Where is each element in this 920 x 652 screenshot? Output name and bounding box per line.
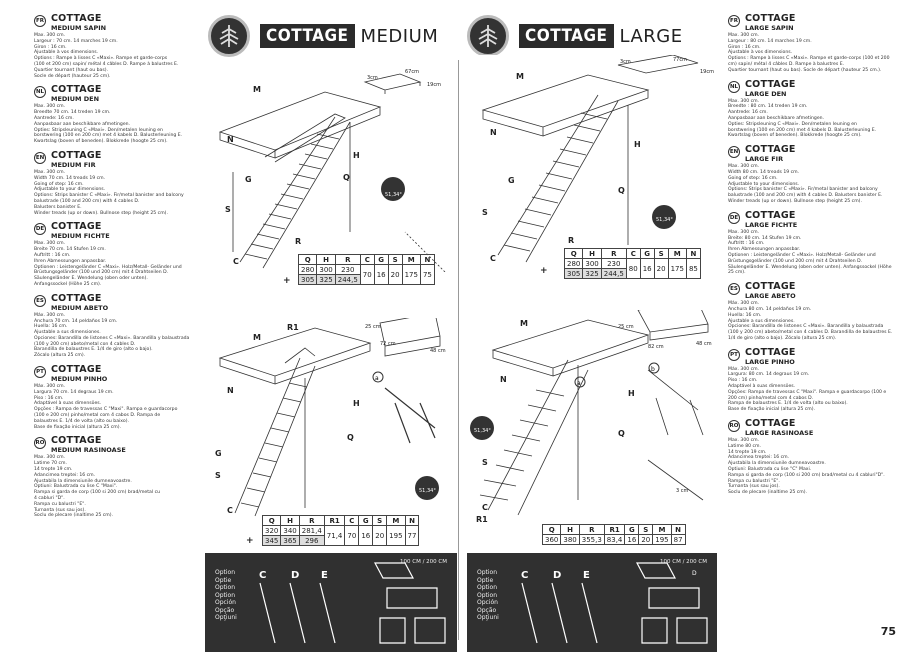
table-cell: 71,4	[324, 526, 345, 546]
language-block-de	[728, 211, 916, 276]
table-cell: 230	[601, 259, 626, 269]
language-heading	[34, 85, 222, 103]
option-label: Option	[215, 569, 236, 576]
table-header-cell: S	[654, 249, 668, 259]
table-cell: 244,5	[335, 275, 360, 285]
table-cell: 305	[299, 275, 317, 285]
dim-25cm: 25 cm	[618, 324, 634, 330]
table-header-cell: M	[402, 255, 420, 265]
table-header-cell: R	[601, 249, 626, 259]
plus-sign: +	[246, 536, 254, 546]
label-n: N	[227, 386, 234, 395]
label-g: G	[215, 449, 222, 458]
header-cottage-box: COTTAGE	[260, 24, 355, 48]
label-q: Q	[343, 173, 350, 182]
plus-sign: +	[540, 266, 548, 276]
page-number: 75	[880, 625, 896, 638]
language-title: COTTAGE	[51, 364, 102, 376]
dim-72cm: 72 cm	[380, 341, 396, 347]
language-code-badge: EN	[34, 152, 46, 164]
table-header-cell: R	[299, 516, 324, 526]
label-c: C	[233, 257, 239, 266]
plus-sign: +	[283, 276, 291, 286]
table-header-cell: C	[345, 516, 359, 526]
large-options-panel	[467, 553, 717, 652]
table-cell: 360	[543, 535, 561, 545]
language-subtitle: MEDIUM DEN	[51, 95, 100, 104]
language-body: Máx. 300 cm. Largura: 80 cm. 14 degraus 19 cm. Piso : 16 cm. Adaptável à suas dimensões. Opções: Rampa de travessas C "Maxi". Rampa e guardacorpo (100 e 200 cm) pinho/metal com 4 cabos D. Rampa de balaustres E. 1/4 de volta (alto ou baixo). Base de fixação inicial (altura 25 cm).	[728, 366, 887, 413]
option-label: Option	[215, 591, 236, 599]
table-header-cell: M	[668, 249, 686, 259]
language-block-fr	[728, 14, 916, 74]
language-subtitle: LARGE FICHTE	[745, 220, 798, 229]
language-heading	[728, 211, 916, 229]
option-d-label: D	[291, 570, 300, 581]
d-mark-label: D	[692, 570, 697, 577]
label-h: H	[353, 151, 360, 160]
language-subtitle: MEDIUM SAPIN	[51, 24, 107, 32]
table-header-cell: C	[626, 249, 640, 259]
dim-19cm: 19cm	[427, 82, 441, 88]
language-block-es	[728, 282, 916, 342]
language-heading	[728, 145, 916, 163]
table-header-cell: C	[360, 255, 374, 265]
language-body: Max. 300 cm. Breedte 70 cm. 14 treden 19 cm. Aantrede: 16 cm. Aanpasbaar aan beschikbare afmetingen. Opties: Stripsleuning C «Maxi». Den/metalen leuning en borstwering (100 en 200 cm) met 4 kabels D. Balusterleuning E. Kwartslag (boven of beneden). Blokkrede (hoogte 25 cm).	[34, 104, 183, 145]
language-title: COTTAGE	[745, 13, 796, 24]
medium-quarter-turn-stair-drawing	[205, 318, 455, 518]
header-size-label: MEDIUM	[360, 25, 439, 47]
large-quarter-turn-stair-drawing	[468, 310, 726, 522]
language-heading	[728, 348, 916, 366]
dim-25cm: 25 cm	[365, 324, 381, 330]
language-block-nl	[728, 80, 916, 140]
language-subtitle: MEDIUM FIR	[51, 160, 96, 169]
table-cell: 20	[388, 265, 402, 285]
table-cell: 195	[387, 526, 405, 546]
language-code-badge: EN	[728, 146, 740, 158]
option-e-label: E	[583, 570, 590, 581]
table-header-cell: Q	[565, 249, 583, 259]
table-header-cell: H	[561, 525, 579, 535]
language-subtitle: MEDIUM PINHO	[51, 375, 108, 384]
language-code-badge: FR	[728, 15, 740, 27]
header-size-label: LARGE	[619, 25, 683, 47]
language-block-de	[34, 222, 222, 287]
table-cell: 20	[639, 535, 653, 545]
language-heading	[728, 14, 916, 32]
table-cell: 175	[668, 259, 686, 279]
language-subtitle: LARGE FIR	[745, 155, 784, 164]
language-title: COTTAGE	[51, 221, 102, 233]
dim-82cm: 82 cm	[648, 344, 664, 350]
table-header-cell: Q	[263, 516, 281, 526]
label-m: M	[253, 85, 261, 94]
language-body: Max. 300 cm. Breite: 80 cm. 14 Stufen 19 cm. Auftritt : 16 cm. Ihren Abmessungen anpassbar. Optionen : Leistengeländer C «Maxi». Holz/Metall- Geländer und Brüstungsgeländer (100 und 200 cm) mit 4 Drahtseilen D. Säulengeländer E. Wendelung (oben oder unten). Anfangssockel (Höhe 25 cm).	[728, 229, 892, 276]
label-m: M	[520, 319, 528, 328]
medium-options-panel	[205, 553, 457, 652]
label-q: Q	[347, 433, 354, 442]
dim-48cm: 48 cm	[430, 348, 446, 354]
label-h: H	[634, 140, 641, 149]
detail-a-label: a	[577, 380, 581, 387]
language-heading	[34, 14, 222, 32]
language-code-badge: PT	[728, 349, 740, 361]
table-cell: 281,4	[299, 526, 324, 536]
dim-67cm: 67cm	[405, 69, 419, 75]
language-subtitle: MEDIUM RASINOASE	[51, 446, 126, 455]
detail-a-label: a	[375, 375, 379, 382]
label-r1: R1	[476, 515, 488, 522]
angle-label: 51,34°	[385, 192, 402, 198]
table-header-row	[543, 525, 686, 535]
table-header-cell: Q	[543, 525, 561, 535]
table-cell: 300	[317, 265, 335, 275]
table-row	[299, 265, 435, 275]
label-c: C	[482, 503, 488, 512]
table-cell: 296	[299, 536, 324, 546]
angle-label: 51,34°	[474, 428, 491, 434]
table-header-cell: R	[335, 255, 360, 265]
language-code-badge: DE	[728, 212, 740, 224]
table-cell: 20	[373, 526, 387, 546]
table-header-row	[263, 516, 419, 526]
dim-3cm: 3cm	[620, 59, 631, 65]
language-code-badge: NL	[34, 86, 46, 98]
table-row	[263, 526, 419, 536]
language-block-fr	[34, 14, 222, 79]
angle-label: 51,34°	[656, 217, 673, 223]
table-cell: 380	[561, 535, 579, 545]
language-code-badge: PT	[34, 366, 46, 378]
table-cell: 305	[565, 269, 583, 279]
language-heading	[34, 365, 222, 383]
language-body: Máx. 300 cm. Largura 70 cm. 14 degraus 19 cm. Piso : 16 cm. Adaptável à suas dimensões. Opções : Rampa de travessas C "Maxi". Rampa e guardacorpo (100 e 200 cm) pinho/metal com 4 cabos D. Rampa de balaustres E. 1/4 de volta (alto ou baixo). Base de fixação inicial (altura 25 cm).	[34, 384, 178, 430]
table-header-cell: G	[640, 249, 654, 259]
label-n: N	[500, 375, 507, 384]
language-heading	[34, 151, 222, 169]
label-n: N	[490, 128, 497, 137]
table-row	[543, 535, 686, 545]
dim-19cm: 19cm	[700, 69, 714, 75]
table-header-cell: M	[387, 516, 405, 526]
detail-b-label: b	[651, 366, 655, 373]
option-label: Optie	[215, 576, 232, 584]
option-label: Optie	[477, 576, 494, 584]
fir-tree-logo-icon	[467, 15, 509, 57]
table-cell: 77	[405, 526, 419, 546]
table-row	[565, 259, 701, 269]
language-subtitle: MEDIUM ABETO	[51, 303, 109, 312]
fir-tree-logo-icon	[208, 15, 250, 57]
language-body: Máx. 300 cm. Anchura 70 cm. 14 peldaños 19 cm. Huella: 16 cm. Ajustable a sus dimensiones. Opciones: Barandilla de listones C «Maxi». Barandilla y balaustrada (100 y 200 cm) abeto/metal con 4 cables D. Barandilla de balaustres E. 1/4 de giro (alto o bajo). Zócalo (altura 25 cm).	[34, 312, 190, 359]
language-heading	[34, 222, 222, 240]
cm-label: 100 CM / 200 CM	[659, 559, 707, 565]
table-cell: 83,4	[604, 535, 625, 545]
language-code-badge: RO	[728, 420, 740, 432]
table-header-cell: H	[317, 255, 335, 265]
dim-48cm: 48 cm	[696, 341, 712, 347]
table-header-cell: N	[405, 516, 419, 526]
language-heading	[728, 282, 916, 300]
table-cell: 85	[686, 259, 700, 279]
language-subtitle: LARGE SAPIN	[745, 24, 794, 32]
large-dimensions-table-1	[564, 248, 701, 279]
language-block-es	[34, 294, 222, 359]
table-header-cell: R1	[324, 516, 345, 526]
label-m: M	[516, 72, 524, 81]
table-cell: 16	[625, 535, 639, 545]
language-body: Max. 300 cm. Breite 70 cm. 14 Stufen 19 cm. Auftritt : 16 cm. Ihren Abmessungen anpassbar. Optionen : Leistengeländer C «Maxi». Holz/Metall- Geländer und Brüstungsgeländer (100 und 200 cm) mit 4 Drahtseilen D. Säulengeländer E. Wendelung (oben oder unten). Anfangssockel (Höhe 25 cm).	[34, 241, 182, 287]
language-title: COTTAGE	[745, 418, 796, 430]
language-block-en	[34, 151, 222, 216]
language-heading	[34, 436, 222, 454]
table-cell: 280	[299, 265, 317, 275]
table-header-cell: N	[671, 525, 685, 535]
language-body: Max. 300 cm. Breedte : 80 cm. 14 treden 19 cm. Aantrede: 16 cm. Aanpasbaar aan beschikbare afmetingen. Opties: Stripsleuning C «Maxi». Den/metalen leuning en borstwering (100 en 200 cm) met 4 kabels D. Balusterleuning E. Kwartslag (boven of beneden). Blokkrede (hoogte 25 cm).	[728, 98, 877, 139]
option-label: Option	[477, 591, 498, 599]
language-code-badge: ES	[34, 295, 46, 307]
table-cell: 244,5	[601, 269, 626, 279]
language-subtitle: LARGE PINHO	[745, 357, 795, 366]
label-c: C	[490, 254, 496, 263]
option-label: Option	[477, 569, 498, 576]
label-c: C	[227, 506, 233, 515]
table-header-cell: S	[373, 516, 387, 526]
label-q: Q	[618, 186, 625, 195]
language-heading	[728, 80, 916, 98]
table-header-cell: G	[359, 516, 373, 526]
language-subtitle: LARGE DEN	[745, 89, 787, 98]
label-r: R	[295, 237, 302, 246]
language-subtitle: MEDIUM FICHTE	[51, 232, 110, 241]
option-label: Option	[215, 584, 236, 591]
table-cell: 325	[583, 269, 601, 279]
language-title: COTTAGE	[745, 346, 796, 358]
table-header-cell: R	[579, 525, 604, 535]
option-label: Opción	[477, 599, 498, 606]
table-cell: 70	[345, 526, 359, 546]
table-cell: 280	[565, 259, 583, 269]
table-header-cell: Q	[299, 255, 317, 265]
label-g: G	[508, 176, 515, 185]
language-body: Max. 300 cm. Largeur : 80 cm. 14 marches 19 cm. Giron : 16 cm. Ajustable à vos dimensions. Options : Rampe à lisses C «Maxi». Rampe et garde-corps (100 et 200 cm) sapin/ métal 4 câbles D. Rampe à balustres E. Quartier tournant (haut ou bas). Socle de départ (hauteur 25 cm.).	[728, 33, 890, 73]
label-n: N	[227, 135, 234, 144]
language-body: Max. 300 cm. Width 80 cm. 14 treads 19 cm. Going of step: 16 cm. Adjustable to your dimensions. Options: Strips banister C «Maxi». Fir/metal banister and balcony balustrade (100 and 200 cm) with 4 cables D. Balusters banister E. Winder treads (up or down). Bullnose step (height 25 cm).	[728, 164, 883, 204]
language-heading	[728, 419, 916, 437]
language-title: COTTAGE	[51, 84, 102, 96]
large-straight-stair-drawing	[468, 55, 726, 270]
label-g: G	[245, 175, 252, 184]
table-cell: 80	[626, 259, 640, 279]
label-r: R	[568, 236, 575, 245]
table-cell: 195	[653, 535, 671, 545]
dim-77cm: 77cm	[673, 57, 687, 63]
language-body: Max. 300 cm. Latime 80 cm. 14 trepte 19 cm. Adancimea treptei: 16 cm. Ajustabila la dimensiunile dumneavoastre. Optiuni: Balustrada cu lise "C" Maxi. Rampa si garda de corp (100 si 200 cm) brad/metal cu 4 cabluri"D". Rampa cu balustri "E". Turnanta (sus sau jos). Soclu de plecare (inaltime 25 cm).	[728, 438, 885, 496]
language-code-badge: FR	[34, 15, 46, 27]
label-s: S	[482, 458, 488, 467]
language-body: Max. 300 cm. Latime 70 cm. 14 trepte 19 cm. Adancimea treptei: 16 cm. Ajustabila la dimensiunile dumneavoastre. Optiuni: Balustrada cu lise C "Maxi". Rampa si garda de corp (100 si 200 cm) brad/metal cu 4 cabluri "D". Rampa cu balustri "E". Turnanta (sus sau jos). Soclu de plecare (inaltime 25 cm).	[34, 455, 161, 519]
table-cell: 325	[317, 275, 335, 285]
table-header-cell: G	[625, 525, 639, 535]
table-header-cell: S	[639, 525, 653, 535]
language-block-pt	[728, 348, 916, 413]
option-label: Opção	[215, 606, 235, 614]
language-subtitle: LARGE RASINOASE	[745, 429, 814, 438]
label-m: M	[253, 333, 261, 342]
option-d-label: D	[553, 570, 562, 581]
option-label: Opţiuni	[215, 614, 237, 621]
option-c-label: C	[521, 570, 529, 581]
medium-straight-stair-drawing	[205, 62, 455, 272]
angle-label: 51,34°	[419, 488, 436, 494]
table-cell: 16	[374, 265, 388, 285]
large-dimensions-table-2	[542, 524, 686, 545]
language-block-en	[728, 145, 916, 205]
label-h: H	[353, 399, 360, 408]
language-title: COTTAGE	[745, 281, 796, 293]
medium-header	[208, 15, 438, 57]
center-divider	[458, 60, 459, 640]
dim-3cm: 3 cm	[676, 488, 689, 494]
medium-dimensions-table-2	[262, 515, 419, 546]
table-header-cell: H	[583, 249, 601, 259]
cm-label: 100 CM / 200 CM	[399, 559, 447, 565]
table-header-cell: N	[420, 255, 434, 265]
language-subtitle: LARGE ABETO	[745, 292, 796, 301]
table-header-row	[565, 249, 701, 259]
option-e-label: E	[321, 570, 328, 581]
language-title: COTTAGE	[51, 149, 102, 161]
table-cell: 175	[402, 265, 420, 285]
label-r1: R1	[287, 323, 299, 332]
medium-dimensions-table-1	[298, 254, 435, 285]
table-cell: 16	[640, 259, 654, 279]
table-header-cell: R1	[604, 525, 625, 535]
header-cottage-box: COTTAGE	[519, 24, 614, 48]
table-cell: 70	[360, 265, 374, 285]
table-cell: 320	[263, 526, 281, 536]
label-s: S	[215, 471, 221, 480]
language-title: COTTAGE	[51, 292, 102, 304]
dim-3cm: 3cm	[367, 75, 378, 81]
language-block-nl	[34, 85, 222, 145]
option-label: Opţiuni	[477, 614, 499, 621]
table-header-cell: H	[281, 516, 299, 526]
table-cell: 340	[281, 526, 299, 536]
language-block-ro	[34, 436, 222, 519]
option-c-label: C	[259, 570, 267, 581]
language-title: COTTAGE	[51, 435, 102, 447]
left-description-column	[34, 14, 222, 525]
language-body: Máx. 300 cm. Anchura 80 cm. 14 peldaños 19 cm. Huella: 16 cm. Ajustable a sus dimensiones. Opciones: Barandilla de listones C «Maxi». Barandilla y balaustrada (100 y 200 cm) abeto/metal con 4 cables D. Barandilla de balaustres E. 1/4 de giro (alto o bajo). Zócalo (altura 25 cm).	[728, 301, 893, 341]
table-header-row	[299, 255, 435, 265]
language-title: COTTAGE	[51, 13, 102, 24]
language-code-badge: ES	[728, 283, 740, 295]
language-body: Max. 300 cm. Largeur : 70 cm. 14 marches 19 cm. Giron : 16 cm. Ajustable à vos dimensions. Options : Rampe à lisses C «Maxi». Rampe et garde-corps (100 et 200 cm) sapin/ métal 4 câbles D. Rampe à balustres E. Quartier tournant (haut ou bas). Socle de départ (hauteur 25 cm).	[34, 33, 179, 79]
table-cell: 355,3	[579, 535, 604, 545]
language-title: COTTAGE	[745, 209, 796, 221]
table-cell: 365	[281, 536, 299, 546]
language-title: COTTAGE	[745, 78, 796, 90]
table-cell: 300	[583, 259, 601, 269]
table-header-cell: G	[374, 255, 388, 265]
table-cell: 230	[335, 265, 360, 275]
table-cell: 16	[359, 526, 373, 546]
right-description-column	[728, 14, 916, 502]
label-h: H	[628, 389, 635, 398]
language-code-badge: DE	[34, 223, 46, 235]
option-label: Opção	[477, 606, 497, 614]
table-cell: 345	[263, 536, 281, 546]
option-label: Option	[477, 584, 498, 591]
language-block-ro	[728, 419, 916, 496]
table-header-cell: N	[686, 249, 700, 259]
label-s: S	[225, 205, 231, 214]
table-header-cell: M	[653, 525, 671, 535]
option-label: Opción	[215, 599, 236, 606]
language-code-badge: NL	[728, 81, 740, 93]
language-body: Max. 300 cm. Width 70 cm. 14 treads 19 cm. Going of step: 16 cm. Adjustable to your dimensions. Options: Strips banister C «Maxi». Fir/metal banister and balcony balustrade (100 and 200 cm) with 4 cables D. Balusters banister E. Winder treads (up or down). Bullnose step (height 25 cm).	[34, 169, 184, 216]
language-title: COTTAGE	[745, 144, 796, 156]
table-cell: 87	[671, 535, 685, 545]
table-header-cell: S	[388, 255, 402, 265]
language-heading	[34, 294, 222, 312]
large-header	[467, 15, 683, 57]
table-cell: 75	[420, 265, 434, 285]
table-cell: 20	[654, 259, 668, 279]
label-q: Q	[618, 429, 625, 438]
language-block-pt	[34, 365, 222, 430]
label-s: S	[482, 208, 488, 217]
language-code-badge: RO	[34, 437, 46, 449]
